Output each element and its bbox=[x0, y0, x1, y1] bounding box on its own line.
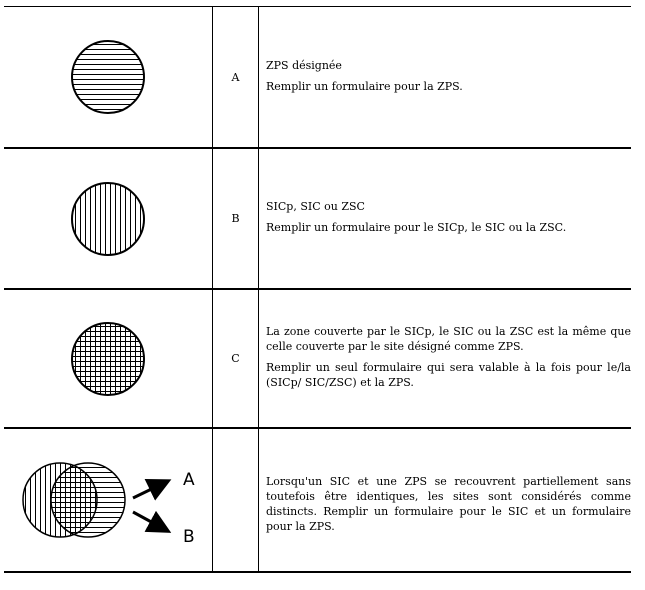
row-d-paragraph: Lorsqu'un SIC et une ZPS se recouvrent partiellement sans toutefois être identiques, les sites sont considérés comme distincts. Remplir un formulaire pour le SIC et un formulaire pour la ZPS. bbox=[266, 475, 631, 533]
arrow-down-icon bbox=[133, 512, 166, 530]
row-d-description bbox=[266, 474, 631, 540]
vertical-hatch-circle-icon bbox=[68, 179, 148, 259]
row-c-paragraph-1: La zone couverte par le SICp, le SIC ou la ZSC est la même que celle couverte par le site désigné comme ZPS. bbox=[266, 325, 631, 353]
row-b-instruction: Remplir un formulaire pour le SICp, le SIC ou la ZSC. bbox=[266, 221, 567, 234]
table-bottom-rule bbox=[4, 571, 631, 573]
horizontal-hatch-circle-icon bbox=[51, 463, 125, 537]
row-d-symbol-cell bbox=[4, 429, 212, 571]
row-c-symbol-cell bbox=[4, 290, 212, 427]
diagram-label-b: B bbox=[183, 527, 195, 547]
row-a-instruction: Remplir un formulaire pour la ZPS. bbox=[266, 80, 463, 93]
row-a-title: ZPS désignée bbox=[266, 59, 342, 72]
row-b-symbol-cell bbox=[4, 149, 212, 288]
diagram-label-a: A bbox=[183, 470, 195, 490]
column-divider-2 bbox=[258, 6, 259, 573]
overlapping-circles-diagram bbox=[8, 440, 208, 560]
row-d-code bbox=[213, 429, 258, 571]
row-a-symbol-cell bbox=[4, 7, 212, 147]
row-c-paragraph-2: Remplir un seul formulaire qui sera valable à la fois pour le/la (SICp/ SIC/ZSC) et la ZPS. bbox=[266, 361, 631, 389]
row-b-code: B bbox=[231, 212, 240, 225]
row-a-description bbox=[266, 58, 631, 100]
row-a-code: A bbox=[231, 70, 240, 84]
arrow-up-icon bbox=[133, 482, 166, 498]
horizontal-hatch-circle-icon bbox=[68, 37, 148, 117]
row-b-description bbox=[266, 199, 631, 241]
crosshatch-circle-icon bbox=[68, 319, 148, 399]
row-c-description bbox=[266, 324, 631, 396]
row-c-code: C bbox=[231, 352, 240, 365]
row-b-title: SICp, SIC ou ZSC bbox=[266, 200, 365, 213]
